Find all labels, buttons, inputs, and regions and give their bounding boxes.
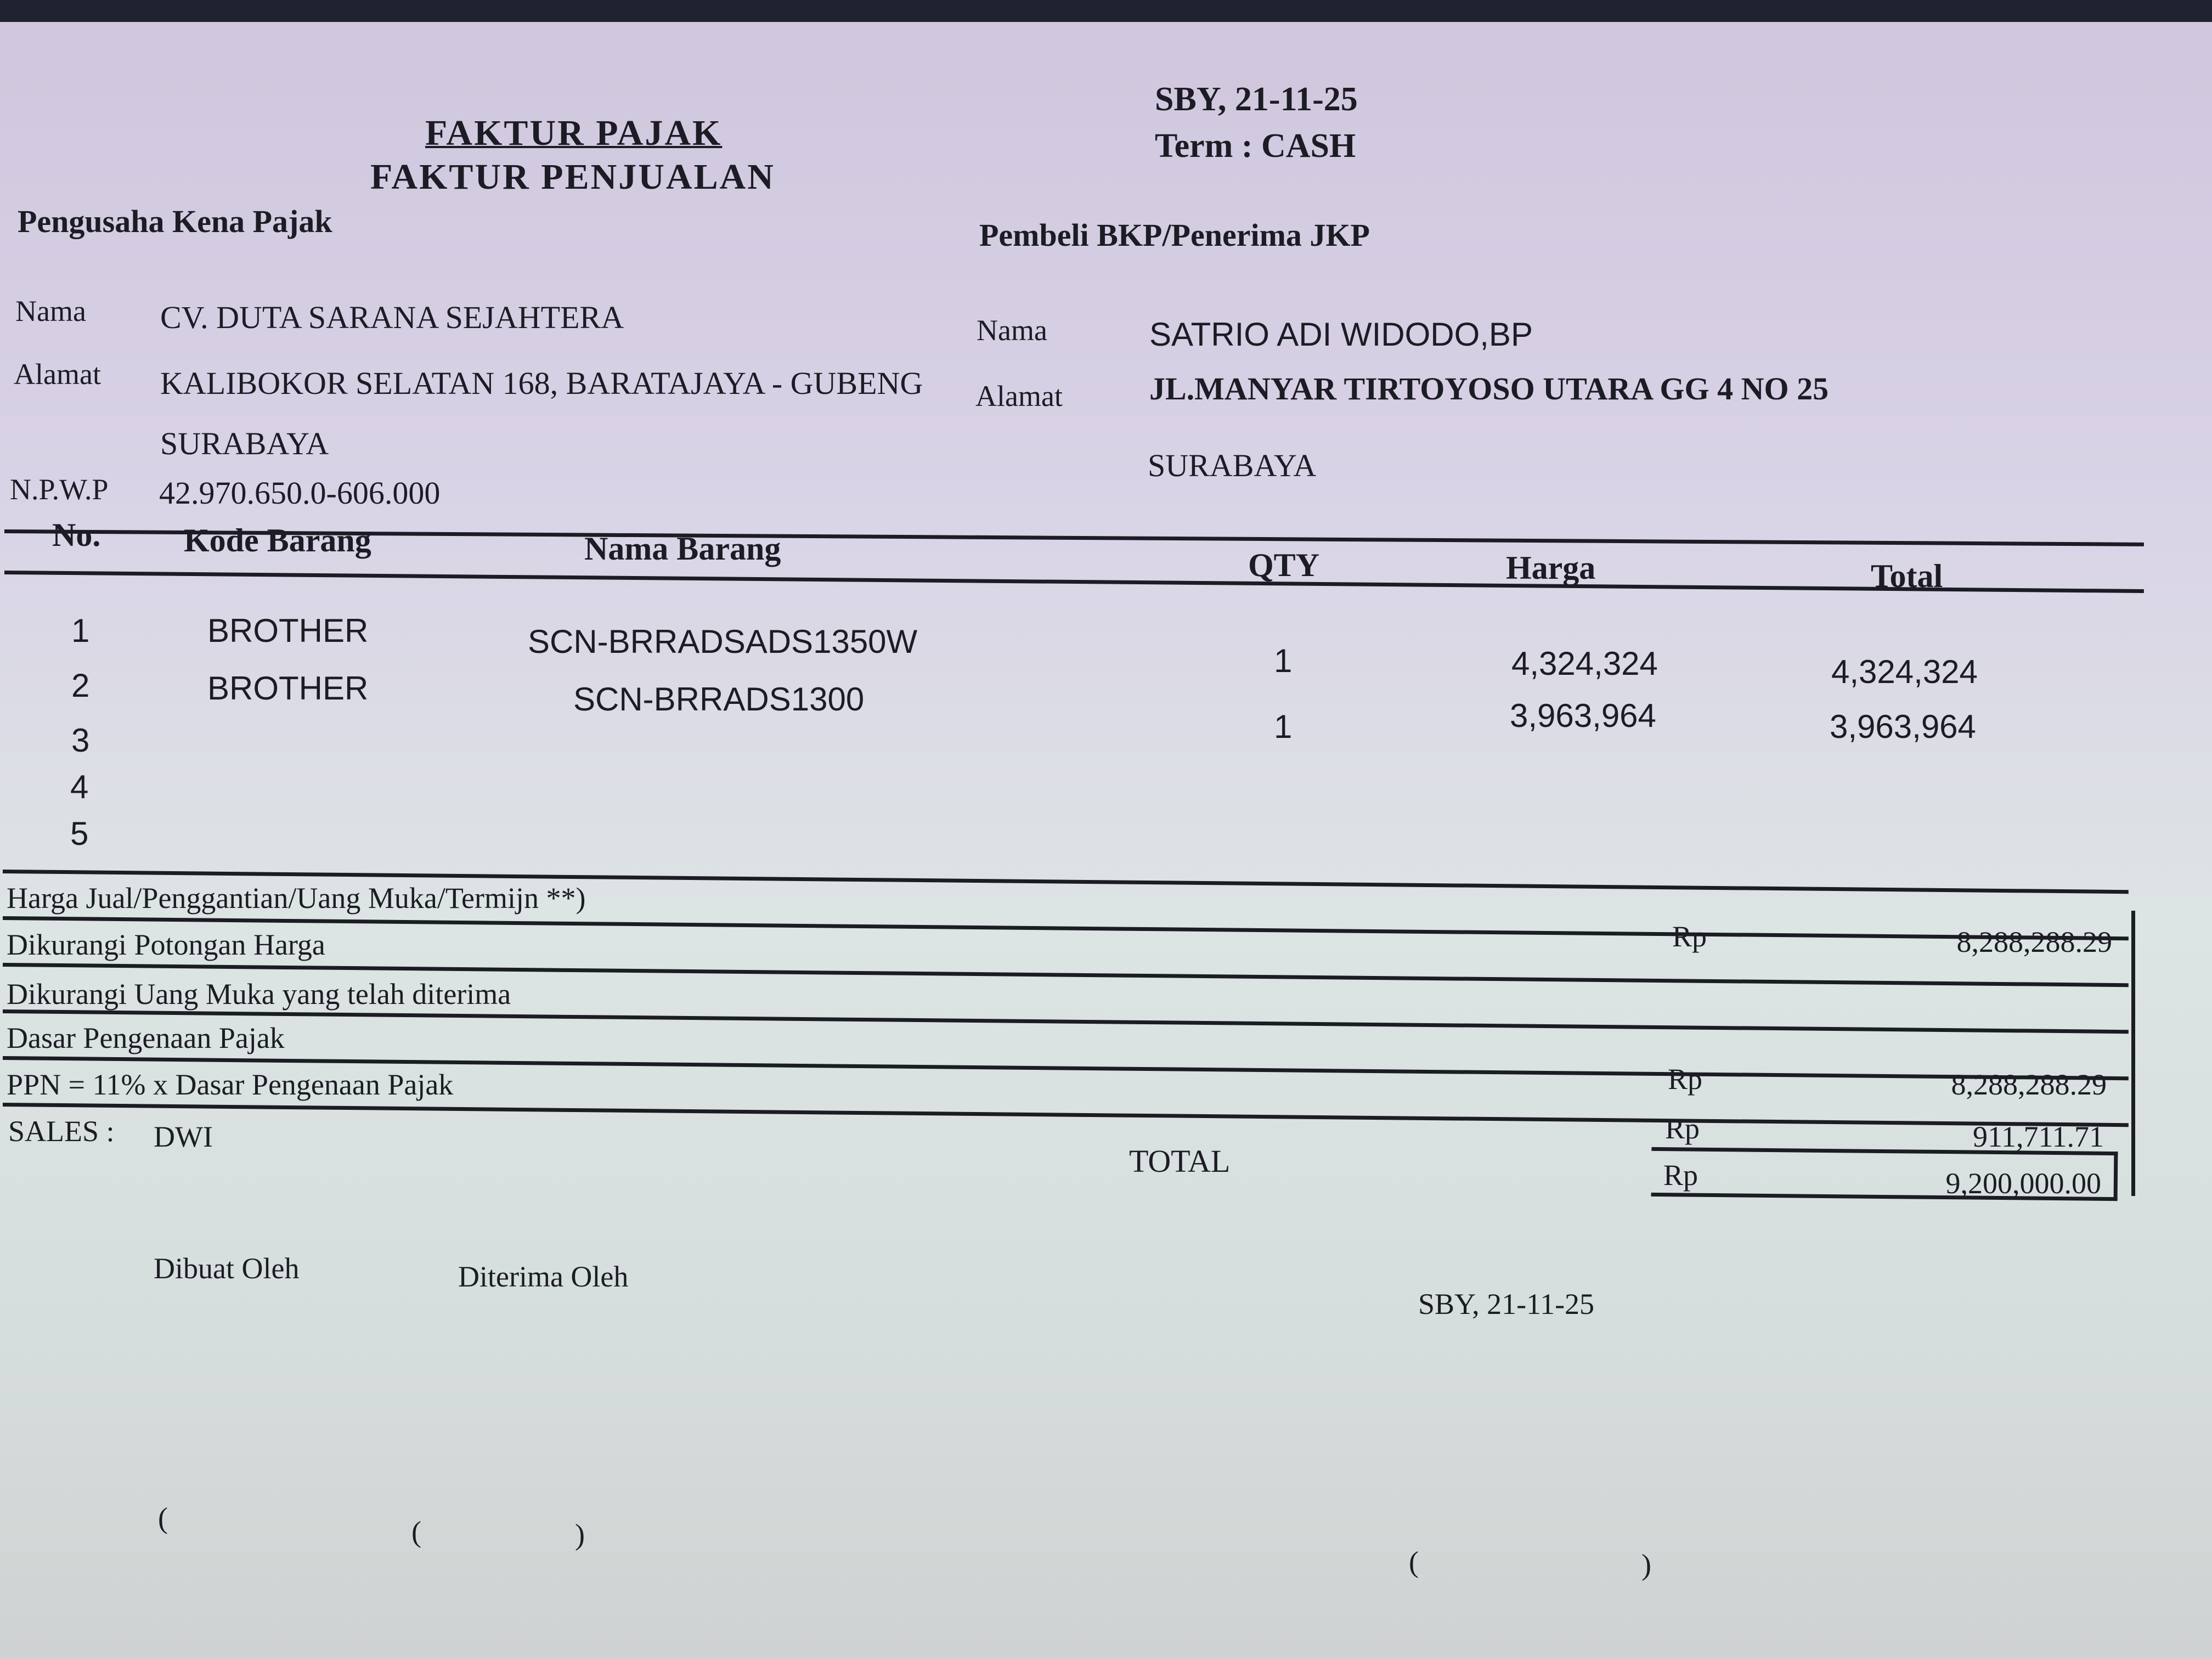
row-qty: 1 [1274,642,1293,679]
row-nama: SCN-BRRADS1300 [573,681,865,718]
buyer-address: JL.MANYAR TIRTOYOSO UTARA GG 4 NO 25 [1149,371,1829,407]
invoice-date: SBY, 21-11-25 [1155,81,1358,118]
harga-jual-currency: Rp [1672,920,1707,953]
table-header-rule [4,571,2144,593]
row-total: 4,324,324 [1831,653,1978,690]
sales-name: DWI [154,1120,213,1153]
seller-city: SURABAYA [160,426,329,461]
buyer-name: SATRIO ADI WIDODO,BP [1149,316,1533,353]
row-no: 1 [71,612,90,649]
signature-received-by-label: Diterima Oleh [458,1260,629,1293]
row-harga: 4,324,324 [1511,645,1658,682]
summary-right-border [2131,911,2135,1196]
seller-npwp-label: N.P.W.P [10,473,109,506]
col-header-qty: QTY [1248,547,1320,583]
document-title: FAKTUR PAJAK [425,113,723,153]
summary-rule [3,1103,2129,1127]
row-no: 3 [71,722,90,759]
buyer-heading: Pembeli BKP/Penerima JKP [979,217,1370,253]
buyer-city: SURABAYA [1148,448,1317,483]
row-no: 2 [71,667,90,704]
seller-heading: Pengusaha Kena Pajak [18,204,332,239]
seller-npwp: 42.970.650.0-606.000 [159,475,441,511]
row-qty: 1 [1274,708,1293,745]
buyer-address-label: Alamat [975,380,1063,413]
ppn-value: 911,711.71 [1973,1120,2104,1153]
row-kode: BROTHER [207,670,369,707]
dpp-value: 8,288,288.29 [1951,1068,2107,1101]
document-subtitle: FAKTUR PENJUALAN [370,157,775,197]
total-currency: Rp [1663,1159,1699,1192]
harga-jual-label: Harga Jual/Penggantian/Uang Muka/Termijn **) [7,882,586,915]
row-harga: 3,963,964 [1510,697,1656,734]
summary-rule [3,1009,2129,1034]
total-value: 9,200,000.00 [1945,1167,2101,1200]
seller-address: KALIBOKOR SELATAN 168, BARATAJAYA - GUBENG [160,365,923,401]
total-label: TOTAL [1129,1143,1231,1179]
signature-paren-open: ( [1409,1545,1419,1578]
col-header-no: No. [52,517,101,553]
ppn-label: PPN = 11% x Dasar Pengenaan Pajak [7,1068,454,1101]
signature-date: SBY, 21-11-25 [1418,1288,1595,1321]
potongan-label: Dikurangi Potongan Harga [7,928,325,961]
seller-name: CV. DUTA SARANA SEJAHTERA [160,300,624,335]
dpp-label: Dasar Pengenaan Pajak [7,1022,285,1054]
signature-paren-close: ) [1641,1548,1651,1581]
col-header-harga: Harga [1506,550,1596,586]
dpp-currency: Rp [1668,1063,1703,1096]
payment-term: Term : CASH [1155,127,1356,165]
signature-paren-open: ( [411,1515,421,1548]
harga-jual-value: 8,288,288.29 [1956,926,2112,958]
col-header-nama: Nama Barang [584,531,781,567]
signature-paren-open: ( [158,1502,168,1534]
signature-made-by-label: Dibuat Oleh [154,1252,300,1285]
row-kode: BROTHER [207,612,369,649]
invoice-document [0,16,2212,1659]
row-total: 3,963,964 [1830,708,1976,745]
col-header-total: Total [1871,558,1943,594]
ppn-currency: Rp [1665,1112,1700,1145]
row-no: 4 [70,769,89,805]
row-no: 5 [70,815,89,852]
signature-paren-close: ) [575,1518,585,1551]
seller-name-label: Nama [15,295,86,328]
col-header-kode: Kode Barang [184,522,371,558]
uang-muka-label: Dikurangi Uang Muka yang telah diterima [7,978,511,1011]
row-nama: SCN-BRRADSADS1350W [528,623,918,660]
seller-address-label: Alamat [14,358,101,391]
buyer-name-label: Nama [977,314,1047,347]
sales-label: SALES : [8,1115,115,1148]
